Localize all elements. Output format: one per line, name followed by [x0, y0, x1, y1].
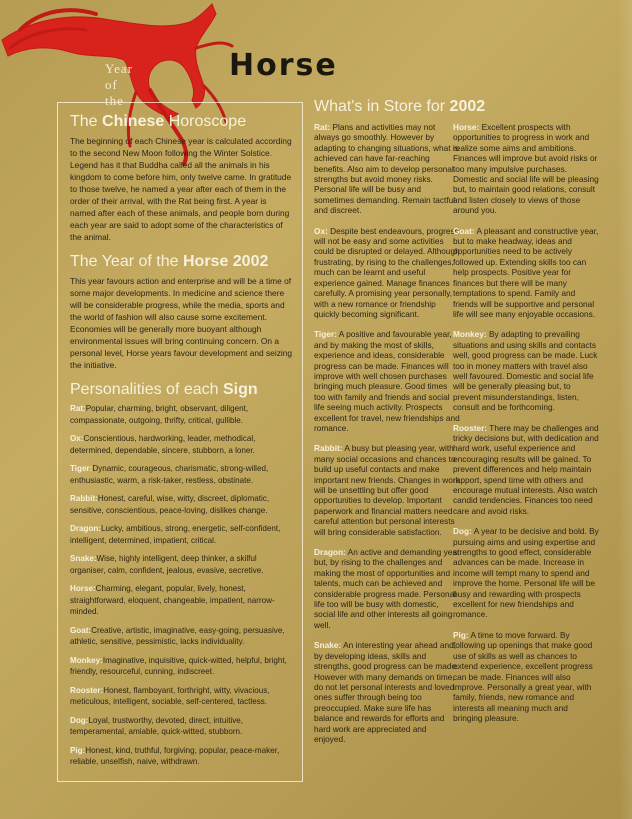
sign-horse: Horse:Charming, elegant, popular, lively, honest, straightforward, eloquent, changeable, impatient, narrow-minded. — [70, 584, 275, 616]
horse-title: Horse — [229, 48, 338, 83]
sign-rabbit: Rabbit:Honest, careful, wise, witty, discreet, diplomatic, sensitive, conscientious, peace-loving, dislikes change. — [70, 494, 270, 515]
forecast-rabbit: Rabbit: A busy but pleasing year, with many social occasions and chances to build up useful contacts and make important new friends. Changes in work will be unsettling but offer good opportunities to develop. Important paperwork and financial matters need careful attention but personal interests will bring considerable satisfaction. — [314, 443, 460, 537]
forecast-column-2 — [453, 122, 599, 734]
chinese-horoscope-title: The Chinese Horoscope — [70, 113, 247, 130]
forecast-rooster: Rooster: There may be challenges and tricky decisions but, with dedication and hard work, useful experience and encouraging results will be gained. To prevent differences and help maintain rapport, spend time with others and encourage mutual interests. Also watch candid tendencies. Finances too need care and avoid risks. — [453, 422, 599, 516]
forecast-dog: Dog: A year to be decisive and bold. By pursuing aims and using expertise and strengths to good effect, considerable advances can be made. Increase in income will tempt many to spend and improve the home. Personal life will be busy and rewarding with prospects excellent for new friendships and romance. — [453, 526, 599, 620]
sign-dog: Dog:Loyal, trustworthy, devoted, direct, intuitive, temperamental, amiable, quick-witted, stubborn. — [70, 715, 244, 736]
chinese-horoscope-text: The beginning of each Chinese year is calculated according to the second New Moon following the Winter Solstice. Legend has it that Buddha called all the animals in his kingdom to come before him, only twelve came. In gratitude to those twelve, he named a year after each of them in the order of their arrival, with the Rat being first. A year is named after each of these animals, and people born during each year are said to adopt some of the characteristics of the animal. — [70, 136, 292, 242]
forecast-tiger: Tiger: A positive and favourable year, and by making the most of skills, experience and ideas, considerable progress can be made. Finances will improve with well chosen purchases bringing much pleasure. Good times too with family and friends and social life seeing much activity. Prospects excellent for travel, new friendships and romance. — [314, 329, 460, 433]
year-of-label: Year of the — [105, 61, 133, 108]
left-panel — [57, 102, 303, 782]
forecast-monkey: Monkey: By adapting to prevailing situations and using skills and contacts well, good progress can be made. Luck too in money matters with travel also well favoured. Domestic and social life will be generally pleasing but, to prevent misunderstandings, listen, consult and be forthcoming. — [453, 329, 598, 413]
forecast-dragon: Dragon: An active and demanding year but, by rising to the challenges and making the most of opportunities and talents, much can be achieved and considerable progress made. Personal life too will be busy with domestic, social life and other interests all going well. — [314, 547, 460, 630]
forecast-goat: Goat: A pleasant and constructive year, but to make headway, ideas and opportunities need to be actively followed up. Extending skills too can help prospects. Positive year for finances but there will be many temptations to spend. Family and friends will be supportive and personal life will see many enjoyable occasions. — [453, 225, 599, 319]
forecast-rat: Rat: Plans and activities may not always go smoothly. However by adapting to changing situations, what is achieved can have far-reaching benefits. Also aim to develop personal strengths but avoid money risks. Personal life will be busy and sometimes demanding. Remain tactful and discreet. — [314, 122, 459, 216]
forecast-horse: Horse: Excellent prospects with opportunities to progress in work and realize some aims and ambitions. Finances will improve but avoid risks or too many impulsive purchases. Domestic and social life will be pleasing but, to maintain good relations, consult and listen closely to views of those around you. — [453, 122, 599, 216]
forecast-column-1 — [314, 122, 460, 754]
forecast-ox: Ox: Despite best endeavours, progress will not be easy and some activities could be disrupted or delayed. Although frustrating, by rising to the challenges, much can be learnt and useful experience gained. Manage finances carefully. A promising year personally, with a new romance or friendship quickly becoming significant. — [314, 225, 460, 319]
personalities-title: Personalities of each Sign — [70, 381, 258, 398]
signs-list — [70, 403, 293, 768]
page-edge — [618, 0, 632, 819]
sign-ox: Ox:Conscientious, hardworking, leader, methodical, determined, dependable, sincere, stubborn, a loner. — [70, 434, 256, 455]
whats-in-store-title: What's in Store for 2002 — [314, 98, 486, 115]
sign-pig: Pig:Honest, kind, truthful, forgiving, popular, peace-maker, reliable, unselfish, naive, withdrawn. — [70, 745, 280, 766]
sign-rat: Rat:Popular, charming, bright, observant, diligent, compassionate, outgoing, thrifty, critical, gullible. — [70, 404, 249, 425]
year-of-horse-title: The Year of the Horse 2002 — [70, 253, 269, 270]
year-of-horse-text: This year favours action and enterprise and will be a time of some major developments. In medicine and science there will be considerable progress, while the media, sports and the world of fashion will also cause some excitement. Economies will be generally more buoyant although environmental issues will bring continuing concern. On a personal level, Horse years favour development and seizing the initiative. — [70, 276, 293, 370]
sign-monkey: Monkey:Imaginative, inquisitive, quick-witted, helpful, bright, friendly, resourceful, cunning, indiscreet. — [70, 655, 287, 676]
sign-snake: Snake:Wise, highly intelligent, deep thinker, a skilful organiser, calm, confident, jealous, evasive, secretive. — [70, 554, 264, 575]
sign-rooster: Rooster:Honest, flamboyant, forthright, witty, vivacious, meticulous, intelligent, sociable, self-centered, tactless. — [70, 685, 270, 706]
sign-tiger: Tiger:Dynamic, courageous, charismatic, strong-willed, enthusiastic, warm, a risk-taker, restless, obstinate. — [70, 464, 269, 485]
forecast-pig: Pig: A time to move forward. By following up openings that make good use of skills as well as chances to extend experience, excellent progress can be made. Finances will also improve. Personally a great year, with family, friends, new romance and interests all meaning much and bringing pleasure. — [453, 629, 593, 724]
forecast-snake: Snake: An interesting year ahead and, by developing ideas, skills and strengths, good progress can be made. However with many demands on time, do not let personal interests and loved ones suffer through being too preoccupied. Make sure life has balance and rewards for efforts and hard work are appreciated and enjoyed. — [314, 640, 459, 744]
sign-goat: Goat:Creative, artistic, imaginative, easy-going, persuasive, athletic, sensitive, pessimistic, lacks individuality. — [70, 625, 285, 646]
sign-dragon: Dragon:Lucky, ambitious, strong, energetic, self-confident, intelligent, determined, impatient, critical. — [70, 524, 281, 545]
